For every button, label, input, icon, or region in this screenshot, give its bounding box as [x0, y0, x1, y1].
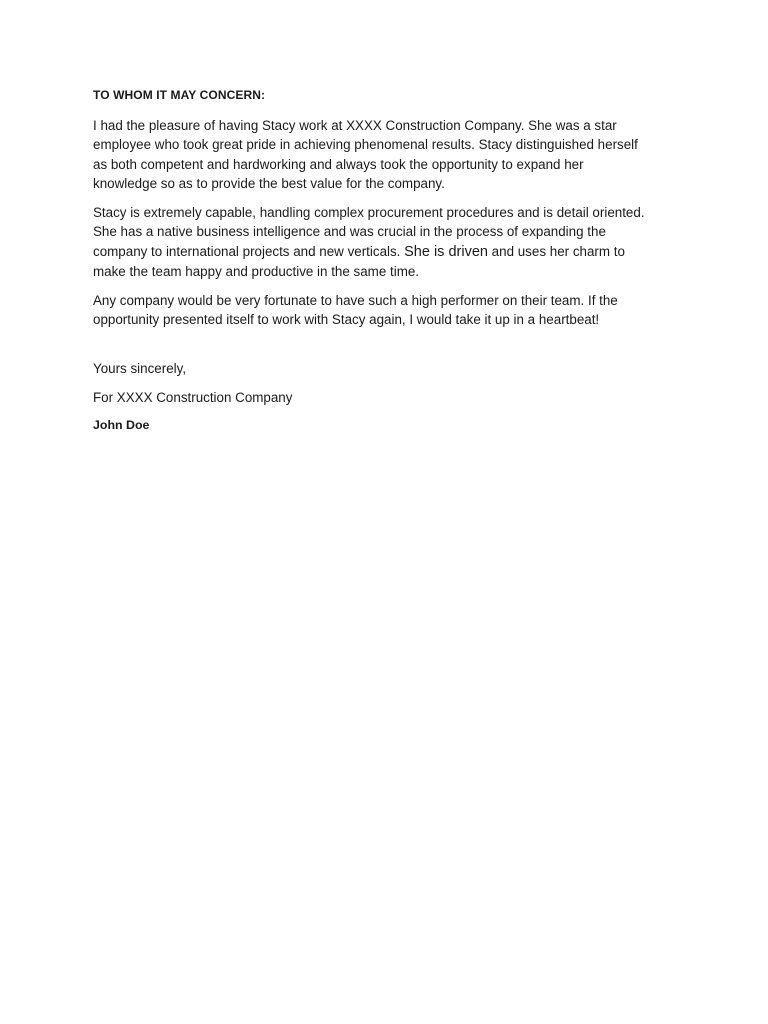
- closing: Yours sincerely,: [93, 360, 187, 376]
- paragraph-2-line-1: Stacy is extremely capable, handling complex procurement procedures and is detail oriented.: [93, 204, 645, 220]
- paragraph-2-line-3-end: and uses her charm to: [487, 243, 625, 259]
- salutation: TO WHOM IT MAY CONCERN:: [93, 88, 266, 102]
- paragraph-1-line-4: knowledge so as to provide the best value for the company.: [93, 176, 445, 191]
- paragraph-2-line-3-start: company to international projects and new verticals.: [93, 243, 405, 259]
- paragraph-2-line-4: make the team happy and productive in the same time.: [93, 264, 420, 279]
- paragraph-2-line-2: She has a native business intelligence and was crucial in the process of expanding the: [93, 224, 606, 239]
- paragraph-2-line-3: [93, 242, 683, 263]
- company-line: For XXXX Construction Company: [93, 390, 293, 405]
- paragraph-1-line-3: as both competent and hardworking and always took the opportunity to expand her: [93, 156, 584, 172]
- paragraph-3-line-1: Any company would be very fortunate to have such a high performer on their team. If the: [93, 292, 618, 308]
- paragraph-3-line-2: opportunity presented itself to work with Stacy again, I would take it up in a heartbeat!: [93, 312, 600, 327]
- paragraph-2: [93, 203, 683, 282]
- paragraph-3: [93, 291, 683, 330]
- letter-body: [93, 86, 683, 435]
- paragraph-1: [93, 116, 683, 194]
- paragraph-1-line-1: I had the pleasure of having Stacy work at XXXX Construction Company. She was a star: [93, 117, 617, 133]
- signer-name: John Doe: [93, 417, 150, 432]
- paragraph-1-line-2: employee who took great pride in achieving phenomenal results. Stacy distinguished herself: [93, 137, 638, 152]
- paragraph-2-emphasis: She is driven: [404, 243, 488, 260]
